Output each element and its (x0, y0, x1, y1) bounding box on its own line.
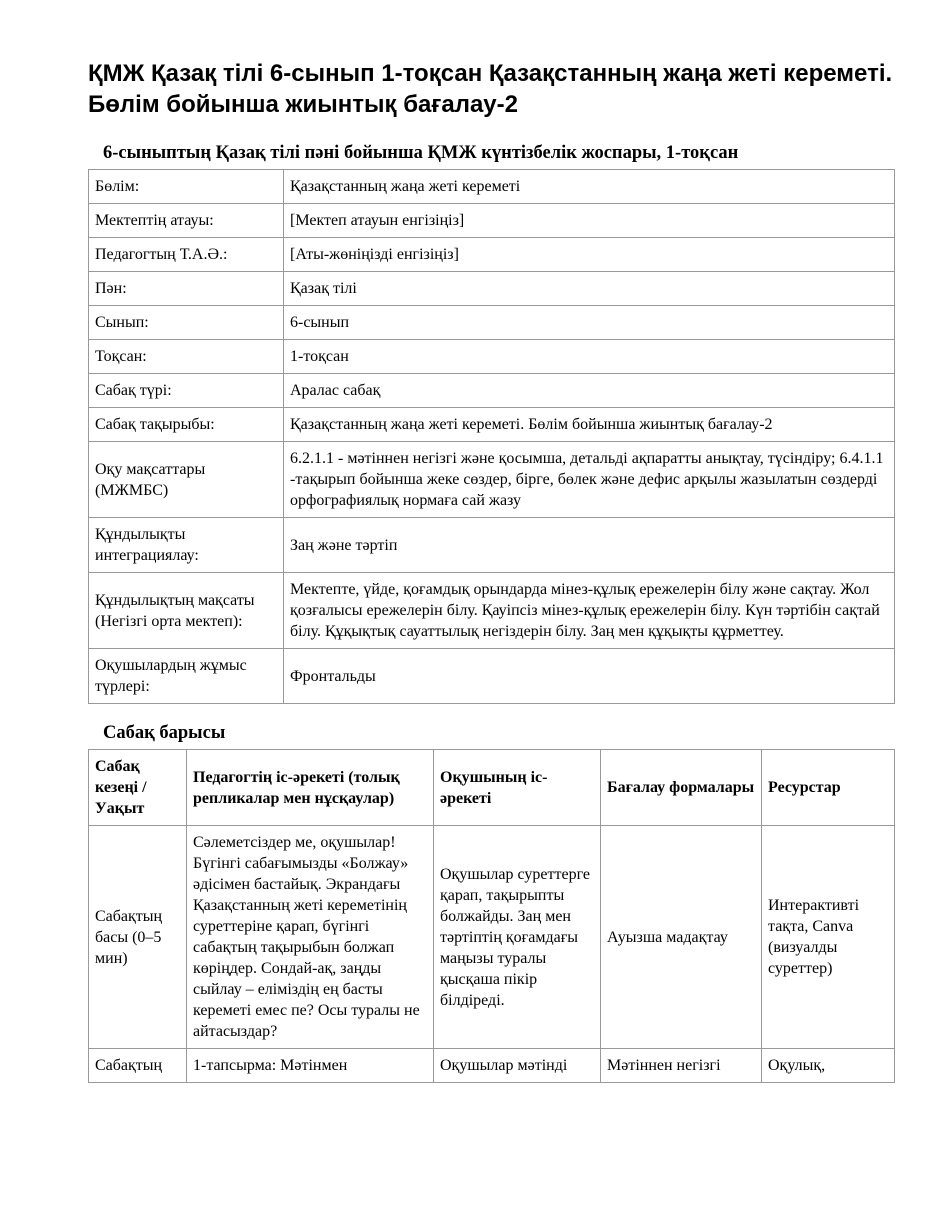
table-row (89, 1049, 895, 1083)
lesson-flow-table (88, 749, 895, 1083)
info-value: Қазақстанның жаңа жеті кереметі (284, 170, 895, 204)
info-value: Заң және тәртіп (284, 518, 895, 573)
resources-cell: Интерактивті тақта, Canva (визуалды суреттер) (762, 826, 895, 1049)
info-value: [Мектеп атауын енгізіңіз] (284, 204, 895, 238)
table-row (89, 649, 895, 704)
info-value: 6.2.1.1 - мәтіннен негізгі және қосымша, детальді ақпаратты анықтау, түсіндіру; 6.4.1.1 -тақырып бойынша жеке сөздер, бірге, бөлек және дефис арқылы жазылатын сөздерді орфографиялық нормаға сай жазу (284, 442, 895, 518)
table-row (89, 573, 895, 649)
info-value: Қазақстанның жаңа жеті кереметі. Бөлім бойынша жиынтық бағалау-2 (284, 408, 895, 442)
table-row (89, 170, 895, 204)
info-label: Құндылықты интеграциялау: (89, 518, 284, 573)
info-label: Құндылықтың мақсаты (Негізгі орта мектеп): (89, 573, 284, 649)
info-value: Аралас сабақ (284, 374, 895, 408)
info-label: Сабақ тақырыбы: (89, 408, 284, 442)
info-label: Педагогтың Т.А.Ә.: (89, 238, 284, 272)
column-header-teacher: Педагогтің іс-әрекеті (толық репликалар мен нұсқаулар) (187, 750, 434, 826)
column-header-resources: Ресурстар (762, 750, 895, 826)
table-row (89, 204, 895, 238)
table-row (89, 374, 895, 408)
info-label: Бөлім: (89, 170, 284, 204)
document-title: ҚМЖ Қазақ тілі 6-сынып 1-тоқсан Қазақстанның жаңа жеті кереметі. Бөлім бойынша жиынтық бағалау-2 (88, 60, 893, 118)
student-cell: Оқушылар суреттерге қарап, тақырыпты болжайды. Заң мен тәртіптің қоғамдағы маңызы туралы қысқаша пікір білдіреді. (434, 826, 601, 1049)
plan-heading: 6-сыныптың Қазақ тілі пәні бойынша ҚМЖ күнтізбелік жоспары, 1-тоқсан (103, 143, 739, 163)
table-row (89, 518, 895, 573)
info-label: Сабақ түрі: (89, 374, 284, 408)
table-row (89, 272, 895, 306)
info-value: Фронтальды (284, 649, 895, 704)
info-label: Тоқсан: (89, 340, 284, 374)
table-row (89, 442, 895, 518)
stage-cell: Сабақтың (89, 1049, 187, 1083)
student-cell: Оқушылар мәтінді (434, 1049, 601, 1083)
assessment-cell: Ауызша мадақтау (601, 826, 762, 1049)
table-row (89, 408, 895, 442)
info-value: Мектепте, үйде, қоғамдық орындарда мінез-құлық ережелерін білу және сақтау. Жол қозғалысы ережелерін білу. Қауіпсіз мінез-құлық ережелерін білу. Күн тәртібін сақтай білу. Құқықтық сауаттылық негіздерін білу. Заң мен құқықты құрметтеу. (284, 573, 895, 649)
info-value: 6-сынып (284, 306, 895, 340)
info-value: Қазақ тілі (284, 272, 895, 306)
column-header-student: Оқушының іс-әрекеті (434, 750, 601, 826)
table-header-row (89, 750, 895, 826)
info-label: Пән: (89, 272, 284, 306)
resources-cell: Оқулық, (762, 1049, 895, 1083)
stage-cell: Сабақтың басы (0–5 мин) (89, 826, 187, 1049)
document-page (88, 58, 894, 1083)
table-row (89, 340, 895, 374)
info-label: Оқу мақсаттары (МЖМБС) (89, 442, 284, 518)
teacher-cell: 1-тапсырма: Мәтінмен (187, 1049, 434, 1083)
info-label: Мектептің атауы: (89, 204, 284, 238)
assessment-cell: Мәтіннен негізгі (601, 1049, 762, 1083)
plan-info-table (88, 169, 895, 704)
info-label: Сынып: (89, 306, 284, 340)
spacer (88, 704, 894, 722)
info-value: [Аты-жөніңізді енгізіңіз] (284, 238, 895, 272)
column-header-stage: Сабақ кезеңі / Уақыт (89, 750, 187, 826)
table-row (89, 826, 895, 1049)
teacher-cell: Сәлеметсіздер ме, оқушылар! Бүгінгі сабағымызды «Болжау» әдісімен бастайық. Экрандағы Қазақстанның жеті кереметінің суреттеріне қарап, бүгінгі сабақтың тақырыбын болжап көріңдер. Сондай-ақ, заңды сыйлау – еліміздің ең басты кереметі емес пе? Осы туралы не айтасыздар? (187, 826, 434, 1049)
column-header-assessment: Бағалау формалары (601, 750, 762, 826)
table-row (89, 238, 895, 272)
info-value: 1-тоқсан (284, 340, 895, 374)
table-row (89, 306, 895, 340)
lesson-heading: Сабақ барысы (103, 723, 226, 743)
info-label: Оқушылардың жұмыс түрлері: (89, 649, 284, 704)
